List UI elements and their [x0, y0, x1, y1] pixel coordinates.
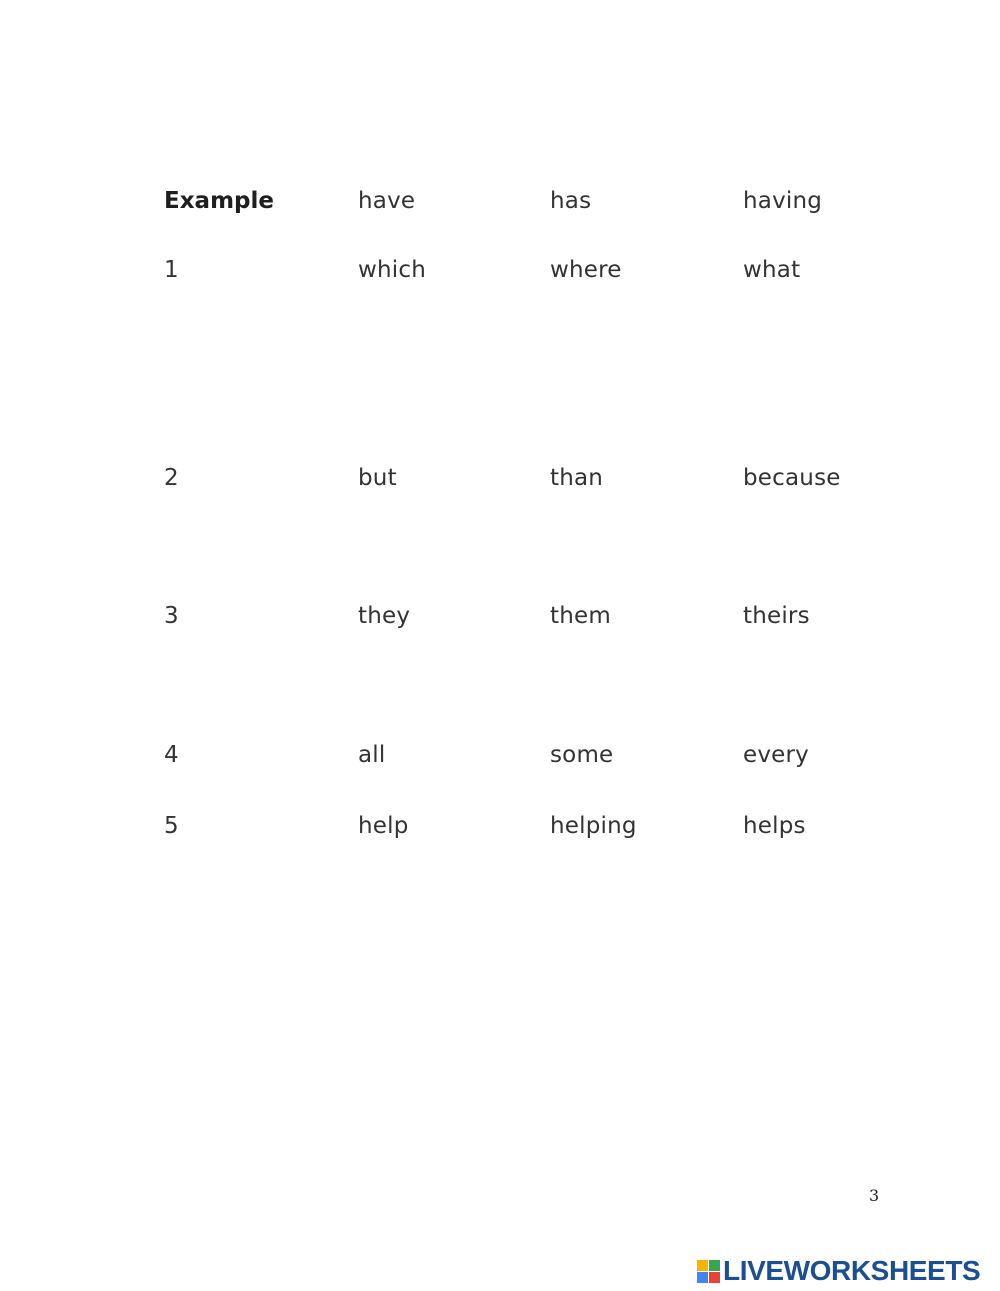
option-word: helps	[743, 813, 806, 839]
logo-square	[697, 1272, 708, 1283]
row-label: 3	[164, 603, 179, 629]
option-word: help	[358, 813, 409, 839]
logo-brand-text: LIVEWORKSHEETS	[723, 1255, 981, 1286]
table-row	[164, 181, 884, 221]
table-row	[164, 596, 884, 636]
row-label: 2	[164, 465, 179, 491]
option-word: which	[358, 257, 427, 283]
page-number: 3	[869, 1186, 880, 1205]
row-label: 1	[164, 257, 179, 283]
row-label: 4	[164, 742, 179, 768]
option-word: where	[550, 257, 622, 283]
table-row	[164, 458, 884, 498]
logo-square	[709, 1260, 720, 1271]
option-word: all	[358, 742, 386, 768]
option-word: have	[358, 188, 416, 214]
option-word: because	[743, 465, 841, 491]
logo-square	[697, 1260, 708, 1271]
table-row	[164, 250, 884, 290]
option-word: having	[743, 188, 823, 214]
liveworksheets-logo	[697, 1254, 980, 1288]
option-word: every	[743, 742, 809, 768]
option-word: has	[550, 188, 592, 214]
option-word: they	[358, 603, 411, 629]
option-word: than	[550, 465, 604, 491]
logo-square	[709, 1272, 720, 1283]
option-word: them	[550, 603, 611, 629]
table-row	[164, 735, 884, 775]
option-word: but	[358, 465, 397, 491]
row-label: Example	[164, 188, 274, 214]
option-word: what	[743, 257, 801, 283]
table-row	[164, 806, 884, 846]
logo-squares-icon	[697, 1260, 720, 1283]
word-choice-table	[164, 0, 884, 900]
option-word: some	[550, 742, 614, 768]
option-word: theirs	[743, 603, 810, 629]
row-label: 5	[164, 813, 179, 839]
option-word: helping	[550, 813, 637, 839]
